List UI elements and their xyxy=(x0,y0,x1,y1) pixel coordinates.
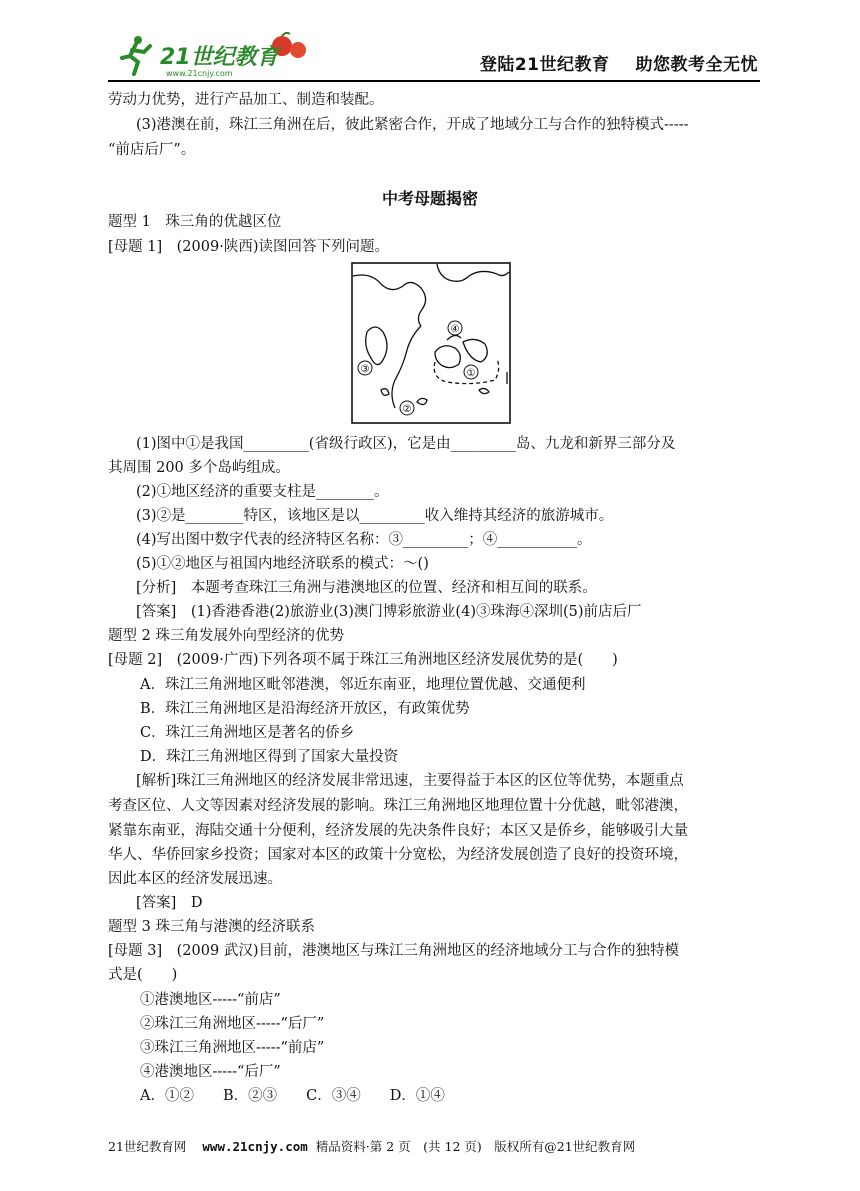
svg-text:www.21cnjy.com: www.21cnjy.com xyxy=(166,69,233,78)
svg-text:21世纪教育: 21世纪教育 xyxy=(160,45,279,70)
q2-explain-5: 因此本区的经济发展迅速。 xyxy=(108,871,282,887)
section-title: 中考母题揭密 xyxy=(381,189,478,208)
q2-option-d: D．珠江三角洲地区得到了国家大量投资 xyxy=(140,749,399,765)
svg-text:④: ④ xyxy=(450,324,460,335)
intro-line-1: 劳动力优势，进行产品加工、制造和装配。 xyxy=(108,92,384,108)
q1-sub-1b: 其周围 200 多个岛屿组成。 xyxy=(108,460,290,476)
slogan-left: 登陆21世纪教育 xyxy=(479,55,610,75)
svg-text:①: ① xyxy=(466,368,476,379)
q1-answer: [答案] (1)香港香港(2)旅游业(3)澳门博彩旅游业(4)③珠海④深圳(5)前店后厂 xyxy=(136,604,642,620)
page-footer xyxy=(108,1137,635,1155)
footer-url[interactable]: www.21cnjy.com xyxy=(202,1139,308,1154)
q2-answer: [答案] D xyxy=(136,895,203,911)
q3-item-2: ②珠江三角洲地区-----“后厂” xyxy=(140,1016,325,1032)
q2-type: 题型 2 珠三角发展外向型经济的优势 xyxy=(108,628,344,644)
q1-analysis: [分析] 本题考查珠江三角洲与港澳地区的位置、经济和相互间的联系。 xyxy=(136,580,597,596)
q3-choices: A．①② B．②③ C．③④ D．①④ xyxy=(140,1088,445,1104)
q1-sub-3: (3)②是________特区，该地区是以_________收入维持其经济的旅游城市。 xyxy=(136,508,614,524)
q1-head: [母题 1] (2009·陕西)读图回答下列问题。 xyxy=(108,239,389,255)
q3-head-b: 式是( ) xyxy=(108,967,178,983)
q1-sub-4: (4)写出图中数字代表的经济特区名称：③_________；④___________。 xyxy=(136,532,592,548)
q1-sub-1a: (1)图中①是我国_________(省级行政区)，它是由_________岛、九龙和新界三部分及 xyxy=(136,436,676,452)
svg-text:③: ③ xyxy=(360,364,370,375)
q2-option-a: A．珠江三角洲地区毗邻港澳，邻近东南亚，地理位置优越、交通便利 xyxy=(140,677,586,693)
q3-item-3: ③珠江三角洲地区-----“前店” xyxy=(140,1040,325,1056)
footer-rest: 精品资料·第 2 页 (共 12 页) 版权所有@21世纪教育网 xyxy=(315,1139,636,1154)
q3-head-a: [母题 3] (2009 武汉)目前，港澳地区与珠江三角洲地区的经济地域分工与合作的独特模 xyxy=(108,943,679,959)
q2-explain-2: 考查区位、人文等因素对经济发展的影响。珠江三角洲地区地理位置十分优越，毗邻港澳， xyxy=(108,798,688,814)
intro-line-3: “前店后厂”。 xyxy=(108,142,196,158)
q2-explain-4: 华人、华侨回家乡投资；国家对本区的政策十分宽松，为经济发展创造了良好的投资环境， xyxy=(108,847,688,863)
q2-head: [母题 2] (2009·广西)下列各项不属于珠江三角洲地区经济发展优势的是( ) xyxy=(108,652,618,668)
q1-sub-5: (5)①②地区与祖国内地经济联系的模式：～() xyxy=(136,556,429,572)
q2-explain-3: 紧靠东南亚，海陆交通十分便利，经济发展的先决条件良好；本区又是侨乡，能够吸引大量 xyxy=(108,823,688,839)
slogan-right: 助您教考全无忧 xyxy=(635,55,758,75)
q3-item-1: ①港澳地区-----“前店” xyxy=(140,992,281,1008)
q2-option-c: C．珠江三角洲地区是著名的侨乡 xyxy=(140,725,355,741)
pearl-river-delta-map xyxy=(351,262,511,424)
svg-text:②: ② xyxy=(402,404,412,415)
footer-site: 21世纪教育网 xyxy=(108,1139,187,1154)
q1-type: 题型 1 珠三角的优越区位 xyxy=(108,214,282,230)
q1-sub-2: (2)①地区经济的重要支柱是________。 xyxy=(136,484,389,500)
q3-item-4: ④港澳地区-----“后厂” xyxy=(140,1064,281,1080)
page-header xyxy=(108,30,760,80)
logo-icon xyxy=(112,32,312,78)
intro-line-2: (3)港澳在前，珠江三角洲在后，彼此紧密合作，开成了地域分工与合作的独特模式----- xyxy=(136,117,689,133)
q2-explain-1: [解析]珠江三角洲地区的经济发展非常迅速，主要得益于本区的区位等优势，本题重点 xyxy=(136,773,684,789)
header-slogan xyxy=(480,50,758,75)
header-rule xyxy=(108,80,760,82)
q2-option-b: B．珠江三角洲地区是沿海经济开放区，有政策优势 xyxy=(140,701,470,717)
q3-type: 题型 3 珠三角与港澳的经济联系 xyxy=(108,919,315,935)
